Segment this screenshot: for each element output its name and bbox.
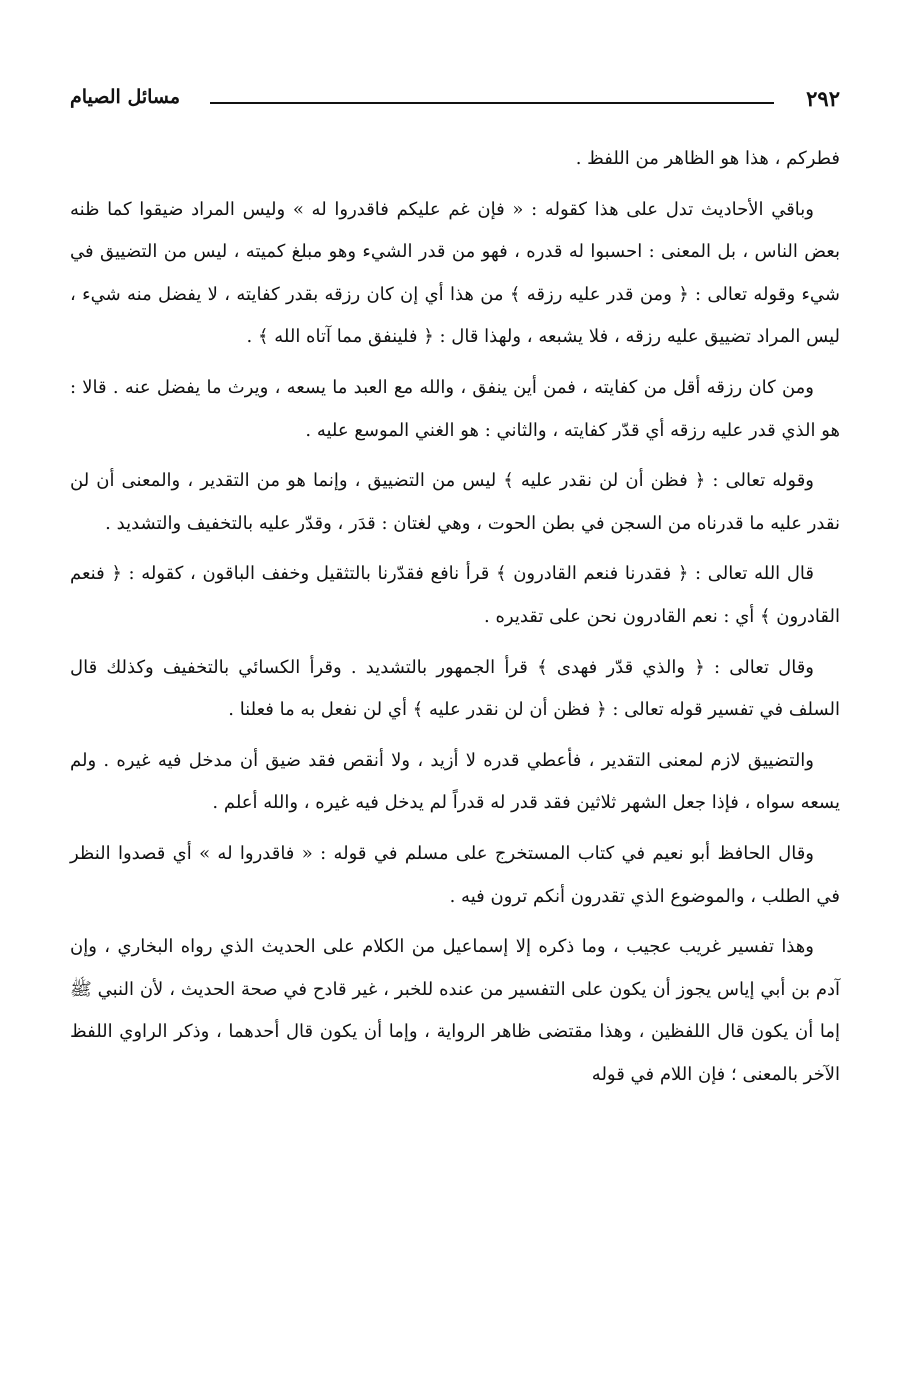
paragraph: وقال الحافظ أبو نعيم في كتاب المستخرج على مسلم في قوله : « فاقدروا له » أي قصدوا النظر في الطلب ، والموضوع الذي تقدرون أنكم ترون فيه . xyxy=(70,842,840,907)
book-page xyxy=(70,0,840,1374)
page-header xyxy=(70,86,840,116)
paragraph: وقال تعالى : ﴿ والذي قدّر فهدى ﴾ قرأ الجمهور بالتشديد . وقرأ الكسائي بالتخفيف وكذلك قال السلف في تفسير قوله تعالى : ﴿ فظن أن لن نقدر عليه ﴾ أي لن نفعل به ما فعلنا . xyxy=(70,656,840,721)
paragraph: والتضييق لازم لمعنى التقدير ، فأعطي قدره لا أزيد ، ولا أنقص فقد ضيق أن مدخل فيه غيره . ولم يسعه سواه ، فإذا جعل الشهر ثلاثين فقد قدر له قدراً لم يدخل فيه غيره ، والله أعلم . xyxy=(70,749,840,814)
header-rule xyxy=(210,102,774,104)
paragraph: فطركم ، هذا هو الظاهر من اللفظ . xyxy=(575,148,840,169)
paragraph: وباقي الأحاديث تدل على هذا كقوله : « فإن غم عليكم فاقدروا له » وليس المراد ضيقوا كما ظنه بعض الناس ، بل المعنى : احسبوا له قدره ، فهو من قدر الشيء وهو مبلغ كميته ، ليس من التضييق في شيء وقوله تعالى : ﴿ ومن قدر عليه رزقه ﴾ من هذا أي إن كان رزقه بقدر كفايته ، لا يفضل منه شيء ، ليس المراد تضييق عليه رزقه ، فلا يشبعه ، ولهذا قال : ﴿ فلينفق مما آتاه الله ﴾ . xyxy=(70,198,840,348)
paragraph: وهذا تفسير غريب عجيب ، وما ذكره إلا إسماعيل من الكلام على الحديث الذي رواه البخاري ، وإن آدم بن أبي إياس يجوز أن يكون على التفسير من عنده للخبر ، غير قادح في صحة الحديث ، لأن النبي ﷺ إما أن يكون قال اللفظين ، وهذا مقتضى ظاهر الرواية ، وإما أن يكون قال أحدهما ، وذكر الراوي اللفظ الآخر بالمعنى ؛ فإن اللام في قوله xyxy=(70,936,840,1085)
paragraph: وقوله تعالى : ﴿ فظن أن لن نقدر عليه ﴾ ليس من التضييق ، وإنما هو من التقدير ، والمعنى أن لن نقدر عليه ما قدرناه من السجن في بطن الحوت ، وهي لغتان : قدَر ، وقدّر عليه بالتخفيف والتشديد . xyxy=(70,470,840,534)
paragraph: قال الله تعالى : ﴿ فقدرنا فنعم القادرون ﴾ قرأ نافع فقدّرنا بالتثقيل وخفف الباقون ، كقوله : ﴿ فنعم القادرون ﴾ أي : نعم القادرون نحن على تقديره . xyxy=(70,563,840,627)
paragraph: ومن كان رزقه أقل من كفايته ، فمن أين ينفق ، والله مع العبد ما يسعه ، ويرث ما يفضل عنه . قالا : هو الذي قدر عليه رزقه أي قدّر كفايته ، والثاني : هو الغني الموسع عليه . xyxy=(70,376,840,441)
page-number: ٢٩٢ xyxy=(806,86,840,111)
running-title: مسائل الصيام xyxy=(70,86,181,108)
page-body xyxy=(70,138,840,1104)
